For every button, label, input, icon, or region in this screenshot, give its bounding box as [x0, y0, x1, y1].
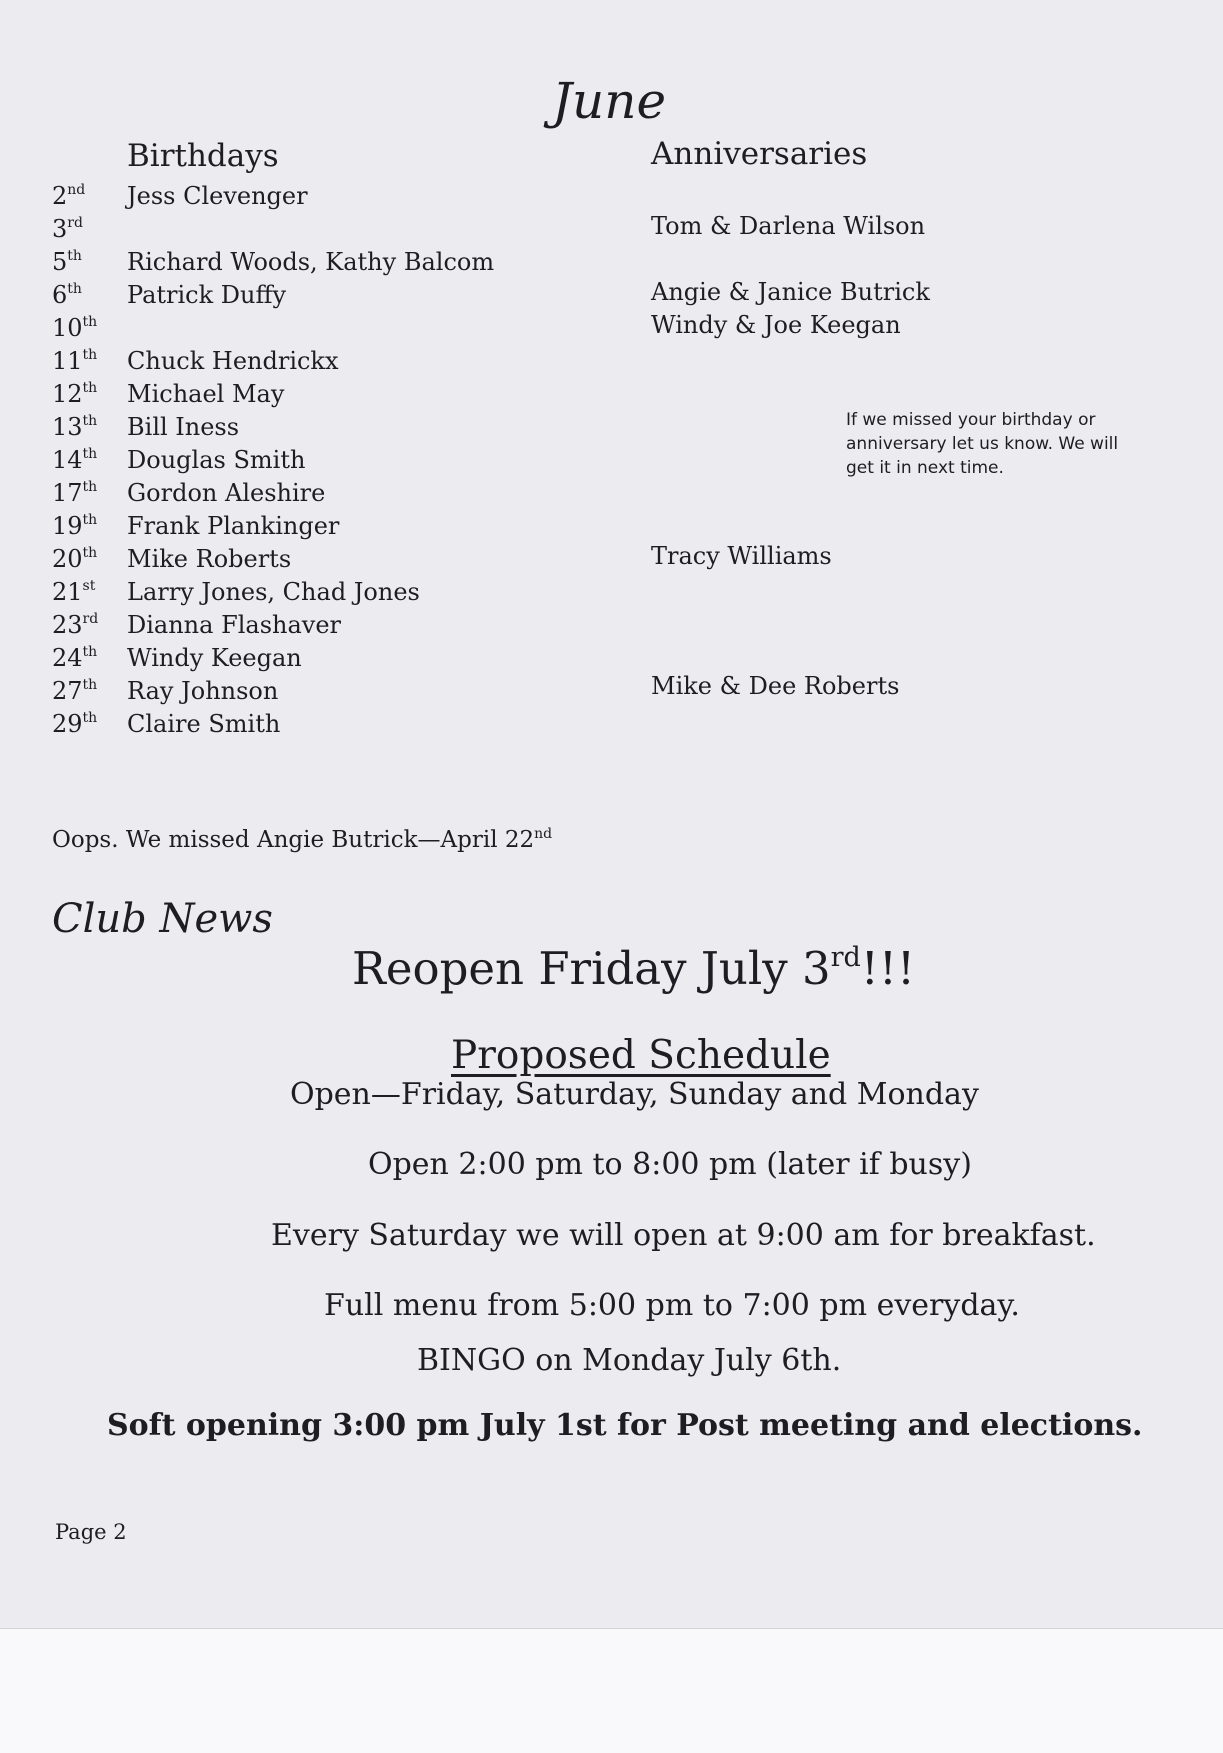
- birthday-names: Richard Woods, Kathy Balcom: [127, 248, 495, 276]
- anniversary-entry: Mike & Dee Roberts: [651, 672, 900, 700]
- birthday-day: 12th: [52, 380, 98, 408]
- birthday-names: Chuck Hendrickx: [127, 347, 339, 375]
- birthday-names: Mike Roberts: [127, 545, 292, 573]
- birthday-day: 13th: [52, 413, 98, 441]
- oops-note: Oops. We missed Angie Butrick—April 22nd: [52, 826, 553, 853]
- birthday-day: 21st: [52, 578, 96, 606]
- birthdays-heading: Birthdays: [127, 138, 279, 174]
- anniversaries-heading: Anniversaries: [651, 136, 868, 172]
- birthday-day: 5th: [52, 248, 82, 276]
- birthday-day: 17th: [52, 479, 98, 507]
- reopen-headline: Reopen Friday July 3rd!!!: [352, 942, 916, 995]
- birthday-names: Claire Smith: [127, 710, 281, 738]
- birthday-day: 27th: [52, 677, 98, 705]
- schedule-line: Every Saturday we will open at 9:00 am for breakfast.: [271, 1218, 1096, 1253]
- birthday-names: Larry Jones, Chad Jones: [127, 578, 420, 606]
- missed-note: If we missed your birthday or anniversary let us know. We will get it in next time.: [846, 410, 1119, 478]
- anniversary-entry: Angie & Janice Butrick: [651, 278, 930, 306]
- birthday-names: Ray Johnson: [127, 677, 279, 705]
- club-news-heading: Club News: [52, 896, 273, 942]
- birthday-day: 24th: [52, 644, 98, 672]
- birthday-names: Jess Clevenger: [127, 182, 308, 210]
- soft-opening-notice: Soft opening 3:00 pm July 1st for Post meeting and elections.: [107, 1408, 1143, 1443]
- birthday-day: 10th: [52, 314, 98, 342]
- birthday-names: Frank Plankinger: [127, 512, 340, 540]
- birthday-day: 2nd: [52, 182, 86, 210]
- birthday-names: Michael May: [127, 380, 285, 408]
- birthday-names: Douglas Smith: [127, 446, 306, 474]
- page-number: Page 2: [55, 1520, 127, 1544]
- birthday-day: 19th: [52, 512, 98, 540]
- birthday-day: 3rd: [52, 215, 83, 243]
- month-title: June: [552, 72, 667, 130]
- birthday-day: 11th: [52, 347, 98, 375]
- birthday-day: 23rd: [52, 611, 99, 639]
- schedule-title: Proposed Schedule: [451, 1033, 831, 1078]
- birthday-names: Windy Keegan: [127, 644, 302, 672]
- schedule-line: Open 2:00 pm to 8:00 pm (later if busy): [368, 1147, 972, 1182]
- schedule-line: Open—Friday, Saturday, Sunday and Monday: [290, 1077, 979, 1112]
- birthday-day: 20th: [52, 545, 98, 573]
- schedule-line: BINGO on Monday July 6th.: [417, 1343, 842, 1378]
- schedule-line: Full menu from 5:00 pm to 7:00 pm everyday.: [324, 1288, 1020, 1323]
- anniversary-entry: Windy & Joe Keegan: [651, 311, 901, 339]
- anniversary-entry: Tom & Darlena Wilson: [651, 212, 926, 240]
- birthday-names: Bill Iness: [127, 413, 240, 441]
- birthday-day: 14th: [52, 446, 98, 474]
- birthday-names: Gordon Aleshire: [127, 479, 326, 507]
- birthday-day: 6th: [52, 281, 82, 309]
- birthday-names: Dianna Flashaver: [127, 611, 342, 639]
- birthday-names: Patrick Duffy: [127, 281, 287, 309]
- birthday-day: 29th: [52, 710, 98, 738]
- anniversary-entry: Tracy Williams: [651, 542, 832, 570]
